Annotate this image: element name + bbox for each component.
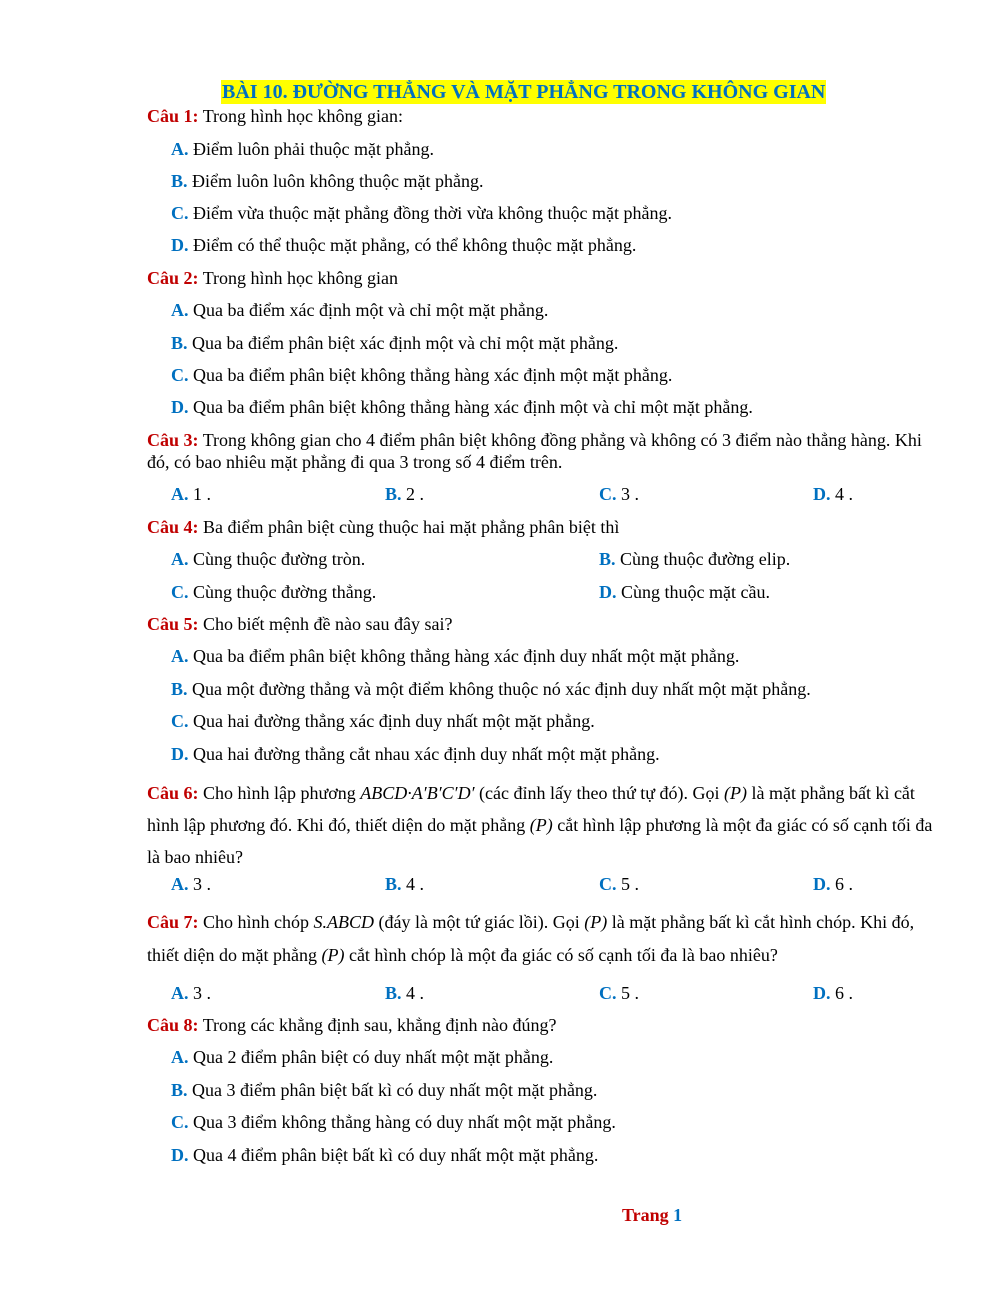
- option-text: 5 .: [616, 874, 639, 894]
- option-text: Qua một đường thẳng và một điểm không thuộc nó xác định duy nhất một mặt phẳng.: [187, 679, 811, 699]
- option-label: D.: [813, 874, 831, 894]
- option-text: Điểm vừa thuộc mặt phẳng đồng thời vừa không thuộc mặt phẳng.: [188, 203, 672, 223]
- option-label: D.: [813, 983, 831, 1003]
- option-text: Cùng thuộc đường tròn.: [188, 549, 366, 569]
- question-label: Câu 4:: [147, 517, 199, 537]
- question-8-option-a[interactable]: [171, 1046, 553, 1068]
- question-8-option-b[interactable]: [171, 1079, 597, 1101]
- option-text: Qua 4 điểm phân biệt bất kì có duy nhất một mặt phẳng.: [188, 1145, 599, 1165]
- option-text: 2 .: [401, 484, 425, 504]
- option-label: C.: [599, 874, 617, 894]
- option-label: C.: [171, 711, 189, 731]
- option-text: 3 .: [188, 983, 211, 1003]
- question-4-option-a[interactable]: [171, 548, 365, 570]
- question-1: [147, 105, 942, 127]
- question-5-option-b[interactable]: [171, 678, 811, 700]
- question-1-option-c[interactable]: [171, 202, 672, 224]
- question-8: [147, 1014, 942, 1036]
- question-text: Trong không gian cho 4 điểm phân biệt không đồng phẳng và không có 3 điểm nào thẳng hàng. Khi đó, có bao nhiêu mặt phẳng đi qua 3 trong số 4 điểm trên.: [147, 430, 922, 472]
- question-label: Câu 5:: [147, 614, 199, 634]
- question-2: [147, 267, 942, 289]
- page-footer: [0, 1203, 1000, 1227]
- question-label: Câu 6:: [147, 783, 199, 803]
- question-1-option-d[interactable]: [171, 234, 636, 256]
- question-label: Câu 2:: [147, 268, 199, 288]
- question-4: [147, 516, 942, 538]
- option-label: D.: [813, 484, 831, 504]
- question-label: Câu 7:: [147, 912, 199, 932]
- option-label: C.: [599, 484, 617, 504]
- question-7-option-b[interactable]: [385, 982, 424, 1004]
- option-label: D.: [171, 1145, 189, 1165]
- option-text: 3 .: [616, 484, 639, 504]
- question-6-option-b[interactable]: [385, 873, 424, 895]
- question-1-option-a[interactable]: [171, 138, 434, 160]
- question-6-option-a[interactable]: [171, 873, 211, 895]
- math-expression: S.ABCD: [313, 912, 375, 932]
- option-text: Qua hai đường thẳng cắt nhau xác định duy nhất một mặt phẳng.: [188, 744, 660, 764]
- option-label: B.: [171, 333, 188, 353]
- question-4-option-c[interactable]: [171, 581, 376, 603]
- question-text: Trong các khẳng định sau, khẳng định nào đúng?: [198, 1015, 557, 1035]
- option-label: C.: [599, 983, 617, 1003]
- question-text-part: cắt hình lập phương là một đa giác có số cạnh tối đa là bao nhiêu?: [147, 815, 933, 867]
- question-4-option-d[interactable]: [599, 581, 770, 603]
- question-2-option-b[interactable]: [171, 332, 618, 354]
- option-label: B.: [385, 983, 402, 1003]
- question-text: Trong hình học không gian: [198, 268, 399, 288]
- question-3-option-b[interactable]: [385, 483, 424, 505]
- question-6: [147, 777, 942, 873]
- option-label: A.: [171, 484, 189, 504]
- question-text-part: cắt hình chóp là một đa giác có số cạnh tối đa là bao nhiêu?: [344, 945, 778, 965]
- question-7-option-a[interactable]: [171, 982, 211, 1004]
- question-7-option-d[interactable]: [813, 982, 853, 1004]
- question-text: Cho biết mệnh đề nào sau đây sai?: [198, 614, 453, 634]
- question-3: [147, 429, 942, 473]
- option-label: B.: [171, 1080, 188, 1100]
- option-label: B.: [599, 549, 616, 569]
- question-5-option-c[interactable]: [171, 710, 595, 732]
- question-8-option-d[interactable]: [171, 1144, 598, 1166]
- question-5-option-a[interactable]: [171, 645, 739, 667]
- option-label: A.: [171, 139, 189, 159]
- question-text: Ba điểm phân biệt cùng thuộc hai mặt phẳng phân biệt thì: [198, 517, 620, 537]
- math-expression: (P): [724, 783, 747, 803]
- option-text: Cùng thuộc đường thẳng.: [188, 582, 377, 602]
- question-5-option-d[interactable]: [171, 743, 660, 765]
- question-6-option-d[interactable]: [813, 873, 853, 895]
- option-label: C.: [171, 1112, 189, 1132]
- question-label: Câu 3:: [147, 430, 199, 450]
- question-text-part: (các đỉnh lấy theo thứ tự đó). Gọi: [474, 783, 724, 803]
- option-label: B.: [385, 874, 402, 894]
- option-label: D.: [171, 235, 189, 255]
- option-text: 4 .: [401, 874, 425, 894]
- option-label: A.: [171, 646, 189, 666]
- option-label: A.: [171, 1047, 189, 1067]
- option-text: Điểm luôn phải thuộc mặt phẳng.: [188, 139, 434, 159]
- option-text: 3 .: [188, 874, 211, 894]
- question-text-part: (đáy là một tứ giác lồi). Gọi: [374, 912, 585, 932]
- option-text: 4 .: [830, 484, 853, 504]
- option-text: Qua ba điểm phân biệt xác định một và chỉ một mặt phẳng.: [187, 333, 619, 353]
- question-7-option-c[interactable]: [599, 982, 639, 1004]
- option-text: Qua ba điểm xác định một và chỉ một mặt phẳng.: [188, 300, 549, 320]
- question-text-part: Cho hình chóp: [198, 912, 314, 932]
- math-expression: (P): [584, 912, 608, 932]
- option-label: D.: [171, 397, 189, 417]
- question-3-option-a[interactable]: [171, 483, 211, 505]
- math-expression: (P): [321, 945, 345, 965]
- question-label: Câu 1:: [147, 106, 199, 126]
- option-label: C.: [171, 365, 189, 385]
- option-label: C.: [171, 203, 189, 223]
- option-text: 5 .: [616, 983, 639, 1003]
- option-text: Điểm luôn luôn không thuộc mặt phẳng.: [187, 171, 484, 191]
- option-label: A.: [171, 874, 189, 894]
- option-text: Qua ba điểm phân biệt không thẳng hàng xác định một mặt phẳng.: [188, 365, 673, 385]
- option-text: Qua ba điểm phân biệt không thẳng hàng xác định một và chỉ một mặt phẳng.: [188, 397, 753, 417]
- option-text: Điểm có thể thuộc mặt phẳng, có thể không thuộc mặt phẳng.: [188, 235, 637, 255]
- question-3-option-d[interactable]: [813, 483, 853, 505]
- question-8-option-c[interactable]: [171, 1111, 616, 1133]
- question-text-part: là mặt phẳng bất kì cắt hình lập phương đó. Khi đó, thiết diện do mặt phẳng: [147, 783, 915, 835]
- option-label: C.: [171, 582, 189, 602]
- question-6-option-c[interactable]: [599, 873, 639, 895]
- question-3-option-c[interactable]: [599, 483, 639, 505]
- option-text: Cùng thuộc đường elip.: [615, 549, 791, 569]
- page-label: Trang: [622, 1205, 669, 1225]
- option-label: D.: [171, 744, 189, 764]
- question-label: Câu 8:: [147, 1015, 199, 1035]
- page-number: 1: [673, 1205, 683, 1225]
- question-text-part: là mặt phẳng bất kì cắt hình chóp. Khi đó, thiết diện do mặt phẳng: [147, 912, 915, 965]
- option-label: A.: [171, 983, 189, 1003]
- option-text: 6 .: [830, 983, 853, 1003]
- option-label: A.: [171, 300, 189, 320]
- option-text: 1 .: [188, 484, 211, 504]
- question-text-part: Cho hình lập phương: [198, 783, 361, 803]
- option-label: B.: [385, 484, 402, 504]
- question-2-option-a[interactable]: [171, 299, 548, 321]
- option-text: Qua 3 điểm phân biệt bất kì có duy nhất một mặt phẳng.: [187, 1080, 598, 1100]
- math-expression: (P): [529, 815, 553, 835]
- question-2-option-c[interactable]: [171, 364, 672, 386]
- option-text: Qua 3 điểm không thẳng hàng có duy nhất một mặt phẳng.: [188, 1112, 616, 1132]
- option-text: Cùng thuộc mặt cầu.: [616, 582, 770, 602]
- option-text: 6 .: [830, 874, 853, 894]
- option-text: Qua 2 điểm phân biệt có duy nhất một mặt phẳng.: [188, 1047, 554, 1067]
- option-label: B.: [171, 679, 188, 699]
- option-label: A.: [171, 549, 189, 569]
- question-text: Trong hình học không gian:: [198, 106, 404, 126]
- question-5: [147, 613, 942, 635]
- question-1-option-b[interactable]: [171, 170, 483, 192]
- option-text: Qua hai đường thẳng xác định duy nhất một mặt phẳng.: [188, 711, 595, 731]
- question-4-option-b[interactable]: [599, 548, 790, 570]
- question-2-option-d[interactable]: [171, 396, 753, 418]
- option-label: B.: [171, 171, 188, 191]
- option-label: D.: [599, 582, 617, 602]
- question-7: [147, 906, 942, 972]
- option-text: Qua ba điểm phân biệt không thẳng hàng xác định duy nhất một mặt phẳng.: [188, 646, 740, 666]
- math-expression: ABCD·A′B′C′D′: [360, 783, 475, 803]
- option-text: 4 .: [401, 983, 425, 1003]
- lesson-title: BÀI 10. ĐƯỜNG THẲNG VÀ MẶT PHẲNG TRONG KHÔNG GIAN: [222, 81, 826, 103]
